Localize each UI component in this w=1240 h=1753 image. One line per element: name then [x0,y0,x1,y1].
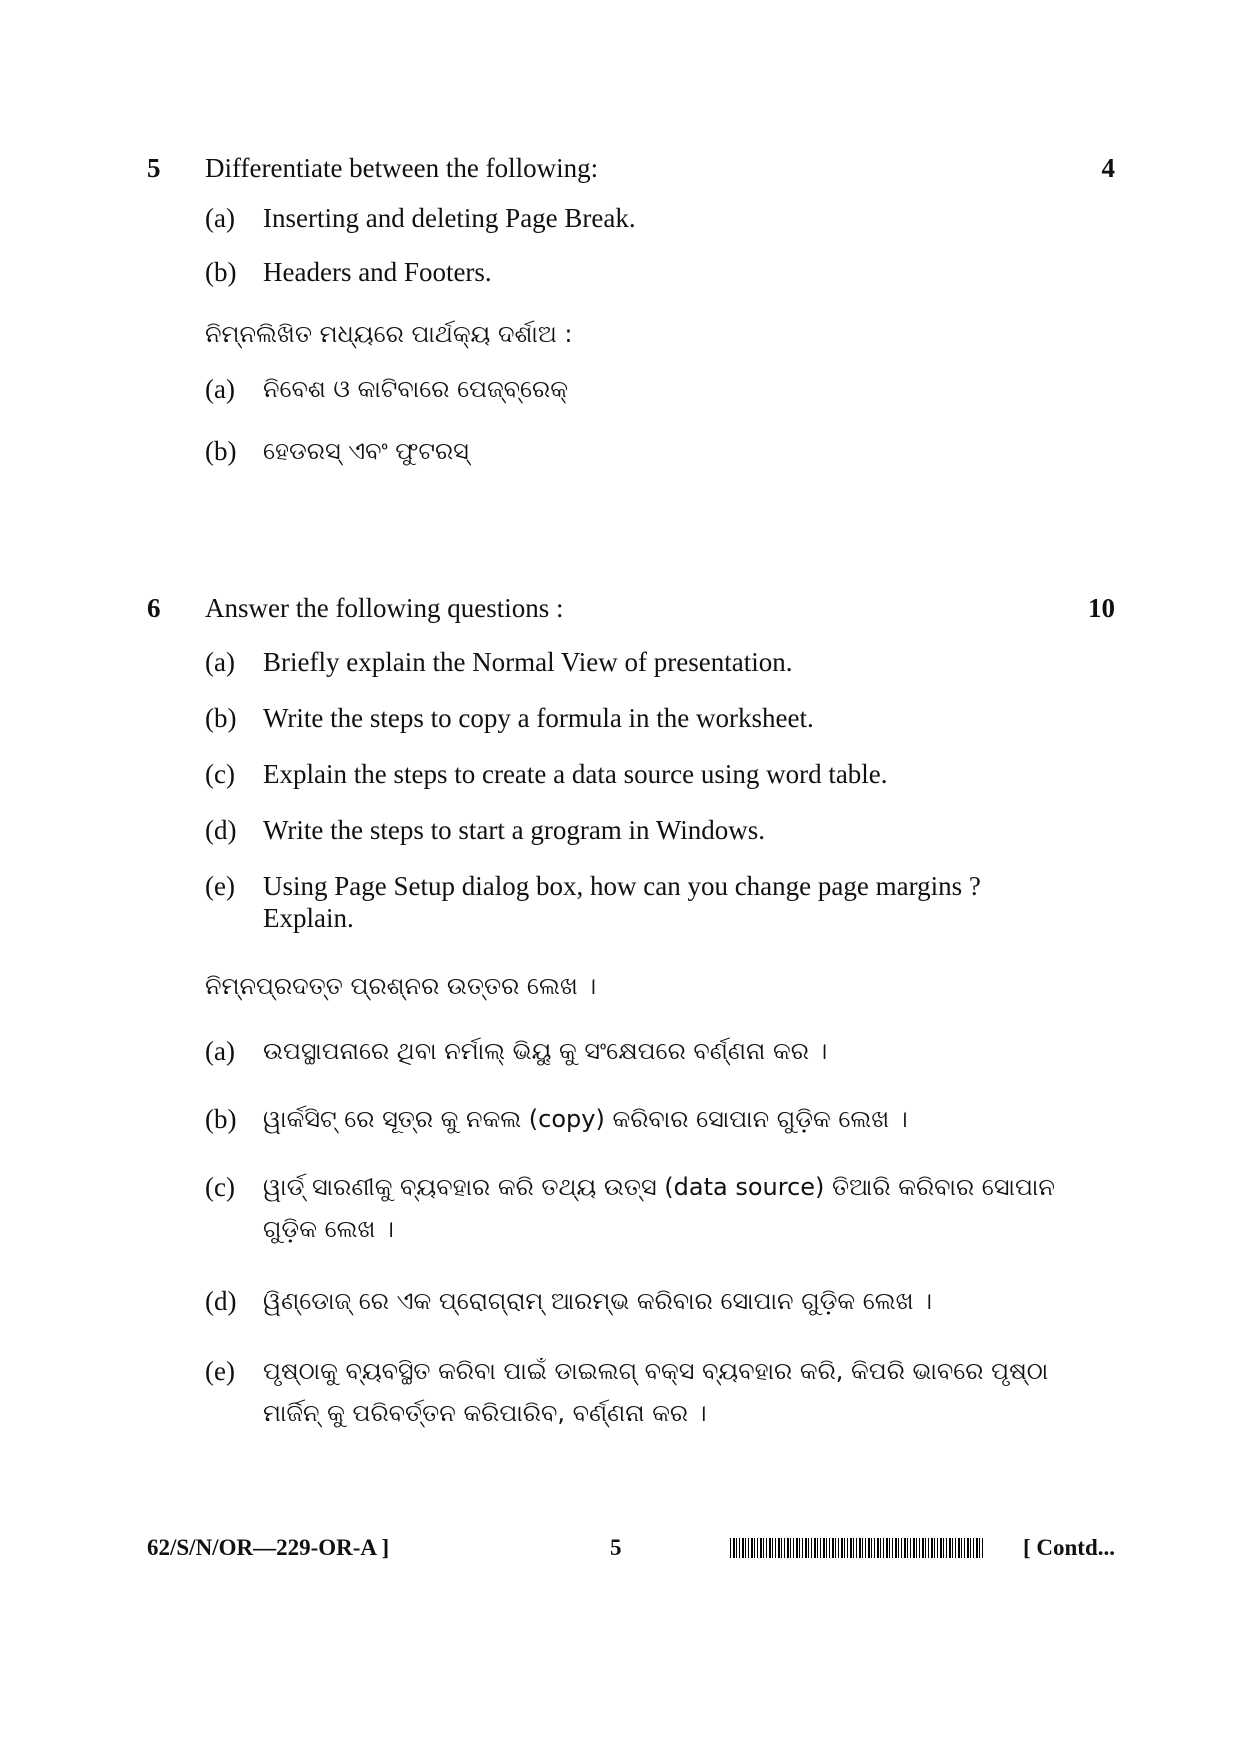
item-label: (a) [205,1036,235,1066]
item-text: ୱାର୍କସିଟ୍ ରେ ସୂତ୍ର କୁ ନକଲ (copy) କରିବାର ସୋପାନ ଗୁଡ଼ିକ ଲେଖ । [263,1105,908,1133]
question-number: 5 [147,153,161,183]
odia-list-item [205,1030,1065,1072]
question-marks: 10 [1088,593,1115,623]
item-label: (b) [205,703,237,733]
list-item [205,646,1065,678]
item-text: ୱିଣ୍ଡୋଜ୍ ରେ ଏକ ପ୍ରୋଗ୍ରାମ୍ ଆରମ୍ଭ କରିବାର ସୋପାନ ଗୁଡ଼ିକ ଲେଖ । [263,1287,933,1315]
list-item [205,202,1065,234]
barcode-icon [730,1538,984,1558]
paper-code: 62/S/N/OR—229-OR-A ] [147,1535,390,1560]
odia-question-stem: ନିମ୍ନପ୍ରଦତ୍ତ ପ୍ରଶ୍ନର ଉତ୍ତର ଲେଖ । [205,972,597,1000]
odia-question-stem: ନିମ୍ନଲିଖିତ ମଧ୍ୟରେ ପାର୍ଥକ୍ୟ ଦର୍ଶାଅ : [205,320,573,348]
item-text: ୱାର୍ଡ୍ ସାରଣୀକୁ ବ୍ୟବହାର କରି ତଥ୍ୟ ଉତ୍ସ (data source) ତିଆରି କରିବାର ସୋପାନ ଗୁଡ଼ିକ ଲେଖ । [263,1173,1055,1243]
list-item [205,256,1065,288]
list-item [205,702,1065,734]
odia-list-item [205,1280,1065,1322]
item-text: Using Page Setup dialog box, how can you change page margins ? Explain. [263,871,981,933]
question-marks: 4 [1101,153,1115,183]
continued-label: [ Contd... [1022,1535,1115,1560]
item-label: (a) [205,374,235,404]
list-item [205,814,1065,846]
item-label: (c) [205,1172,235,1202]
item-label: (b) [205,257,237,287]
odia-list-item [205,1350,1065,1434]
item-text: Headers and Footers. [263,257,492,287]
item-label: (e) [205,1356,235,1386]
item-label: (b) [205,436,237,466]
item-text: ନିବେଶ ଓ କାଟିବାରେ ପେଜ୍‌ବ୍ରେକ୍ [263,375,568,403]
item-label: (a) [205,203,235,233]
odia-list-item [205,1098,1065,1140]
question-number: 6 [147,593,161,623]
item-text: ଉପସ୍ଥାପନାରେ ଥିବା ନର୍ମାଲ୍ ଭିୟୁ କୁ ସଂକ୍ଷେପରେ ବର୍ଣ୍ଣନା କର । [263,1037,828,1065]
item-text: Write the steps to start a grogram in Windows. [263,815,765,845]
item-text: Write the steps to copy a formula in the worksheet. [263,703,814,733]
list-item [205,758,1065,790]
item-label: (a) [205,647,235,677]
item-text: ପୃଷ୍ଠାକୁ ବ୍ୟବସ୍ଥିତ କରିବା ପାଇଁ ଡାଇଲଗ୍ ବକ୍ସ ବ୍ୟବହାର କରି, କିପରି ଭାବରେ ପୃଷ୍ଠା ମାର୍ଜିନ୍ କୁ ପରିବର୍ତ୍ତନ କରିପାରିବ, ବର୍ଣ୍ଣନା କର । [263,1357,1049,1427]
page-number: 5 [610,1535,622,1560]
list-item [205,870,1065,934]
item-label: (e) [205,871,235,901]
page-footer [0,1530,1240,1570]
item-text: Explain the steps to create a data source using word table. [263,759,888,789]
question-stem: Answer the following questions : [205,593,564,623]
item-label: (d) [205,1286,237,1316]
item-text: Inserting and deleting Page Break. [263,203,636,233]
odia-list-item [205,368,1065,410]
odia-list-item [205,430,1065,472]
odia-list-item [205,1166,1065,1250]
item-label: (d) [205,815,237,845]
item-text: ହେଡରସ୍ ଏବଂ ଫୁଟରସ୍ [263,437,469,465]
question-stem: Differentiate between the following: [205,153,599,183]
item-label: (b) [205,1104,237,1134]
item-label: (c) [205,759,235,789]
item-text: Briefly explain the Normal View of presentation. [263,647,793,677]
